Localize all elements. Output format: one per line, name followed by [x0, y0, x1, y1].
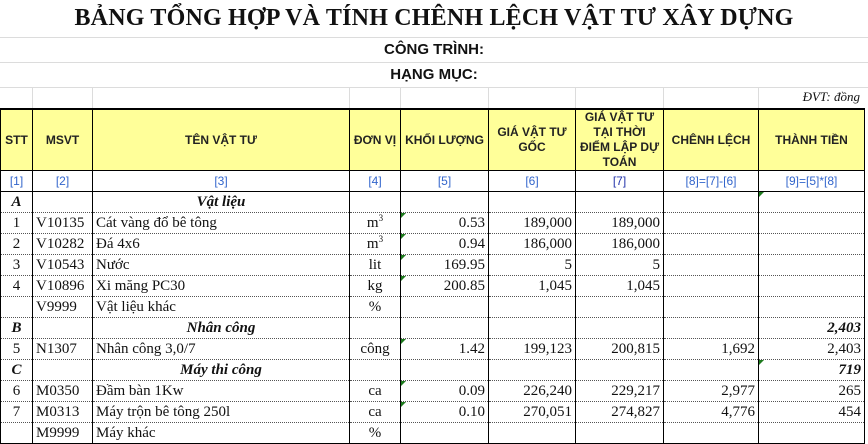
header-stt[interactable]: STT — [1, 109, 33, 171]
unit-text: kg — [367, 278, 383, 294]
stt-cell[interactable]: 3 — [1, 255, 33, 276]
unit-text: ca — [368, 404, 382, 420]
unit-cell[interactable] — [350, 255, 401, 276]
msvt-cell[interactable]: V10282 — [33, 234, 93, 255]
msvt-cell[interactable]: V9999 — [33, 297, 93, 318]
quantity-cell[interactable] — [401, 297, 489, 318]
index-cell[interactable]: [8]=[7]-[6] — [664, 171, 759, 192]
msvt-cell[interactable]: V10896 — [33, 276, 93, 297]
name-cell[interactable]: Nhân công 3,0/7 — [93, 339, 350, 360]
amount-cell[interactable] — [759, 276, 865, 297]
base-price-cell[interactable]: 1,045 — [489, 276, 576, 297]
group-total[interactable] — [759, 192, 865, 213]
amount-cell[interactable] — [759, 234, 865, 255]
unit-text: % — [368, 425, 382, 441]
current-price-cell[interactable]: 274,827 — [576, 402, 664, 423]
name-cell[interactable]: Đầm bàn 1Kw — [93, 381, 350, 402]
stt-cell[interactable]: 2 — [1, 234, 33, 255]
name-cell[interactable]: Cát vàng đổ bê tông — [93, 213, 350, 234]
amount-cell[interactable] — [759, 255, 865, 276]
group-total[interactable]: 2,403 — [759, 318, 865, 339]
unit-sup: 3 — [378, 213, 384, 223]
group-name[interactable]: Vật liệu — [93, 192, 350, 213]
current-price-cell[interactable]: 189,000 — [576, 213, 664, 234]
group-name[interactable]: Máy thi công — [93, 360, 350, 381]
cell[interactable] — [401, 192, 489, 213]
current-price-cell[interactable]: 5 — [576, 255, 664, 276]
cell[interactable] — [350, 318, 401, 339]
unit-cell[interactable] — [350, 297, 401, 318]
difference-cell[interactable] — [664, 423, 759, 444]
group-code[interactable]: C — [1, 360, 33, 381]
group-code[interactable]: A — [1, 192, 33, 213]
materials-table — [0, 108, 865, 444]
cell[interactable] — [33, 192, 93, 213]
base-price-cell[interactable] — [489, 297, 576, 318]
name-cell[interactable]: Máy trộn bê tông 250l — [93, 402, 350, 423]
amount-cell[interactable]: 454 — [759, 402, 865, 423]
unit-sup: 3 — [378, 234, 384, 244]
stt-cell[interactable]: 1 — [1, 213, 33, 234]
stt-cell[interactable]: 7 — [1, 402, 33, 423]
stt-cell[interactable]: 5 — [1, 339, 33, 360]
group-row-b — [1, 318, 865, 339]
table-row — [1, 297, 865, 318]
header-khoiluong[interactable]: KHỐI LƯỢNG — [401, 109, 489, 171]
header-ten[interactable]: TÊN VẬT TƯ — [93, 109, 350, 171]
base-price-cell[interactable]: 186,000 — [489, 234, 576, 255]
unit-text: công — [360, 341, 390, 357]
stt-cell[interactable]: 4 — [1, 276, 33, 297]
unit-text: ca — [368, 383, 382, 399]
difference-cell[interactable]: 1,692 — [664, 339, 759, 360]
amount-cell[interactable] — [759, 297, 865, 318]
header-msvt[interactable]: MSVT — [33, 109, 93, 171]
unit-cell[interactable] — [350, 213, 401, 234]
group-row-a — [1, 192, 865, 213]
table-row — [1, 213, 865, 234]
cell[interactable] — [664, 192, 759, 213]
current-price-cell[interactable]: 186,000 — [576, 234, 664, 255]
group-code[interactable]: B — [1, 318, 33, 339]
current-price-cell[interactable] — [576, 423, 664, 444]
cell[interactable] — [350, 192, 401, 213]
cell[interactable] — [350, 360, 401, 381]
name-cell[interactable]: Đá 4x6 — [93, 234, 350, 255]
cell[interactable] — [33, 360, 93, 381]
quantity-cell[interactable]: 0.09 — [401, 381, 489, 402]
quantity-cell[interactable] — [401, 423, 489, 444]
difference-cell[interactable] — [664, 276, 759, 297]
index-cell[interactable]: [2] — [33, 171, 93, 192]
name-cell[interactable]: Máy khác — [93, 423, 350, 444]
sheet-title[interactable]: BẢNG TỔNG HỢP VÀ TÍNH CHÊNH LỆCH VẬT TƯ XÂY DỰNG — [0, 0, 868, 38]
quantity-cell[interactable]: 169.95 — [401, 255, 489, 276]
unit-text: lit — [368, 257, 382, 273]
difference-cell[interactable] — [664, 213, 759, 234]
stt-cell[interactable]: 6 — [1, 381, 33, 402]
index-cell[interactable]: [5] — [401, 171, 489, 192]
amount-cell[interactable]: 2,403 — [759, 339, 865, 360]
unit-cell[interactable] — [350, 339, 401, 360]
header-row — [1, 109, 865, 171]
header-gialdt[interactable]: GIÁ VẬT TƯ TẠI THỜI ĐIỂM LẬP DỰ TOÁN — [576, 109, 664, 171]
header-giagoc[interactable]: GIÁ VẬT TƯ GỐC — [489, 109, 576, 171]
current-price-cell[interactable]: 229,217 — [576, 381, 664, 402]
msvt-cell[interactable]: M0350 — [33, 381, 93, 402]
msvt-cell[interactable]: V10135 — [33, 213, 93, 234]
unit-text: m — [366, 236, 379, 252]
index-cell[interactable]: [9]=[5]*[8] — [759, 171, 865, 192]
unit-cell[interactable] — [350, 234, 401, 255]
quantity-cell[interactable]: 0.10 — [401, 402, 489, 423]
index-row — [1, 171, 865, 192]
unit-note[interactable]: ĐVT: đồng — [802, 89, 860, 104]
current-price-cell[interactable] — [576, 297, 664, 318]
group-row-c — [1, 360, 865, 381]
header-donvi[interactable]: ĐƠN VỊ — [350, 109, 401, 171]
name-cell[interactable]: Xi măng PC30 — [93, 276, 350, 297]
index-cell[interactable]: [4] — [350, 171, 401, 192]
cell[interactable] — [489, 360, 576, 381]
difference-cell[interactable] — [664, 297, 759, 318]
msvt-cell[interactable]: V10543 — [33, 255, 93, 276]
amount-cell[interactable] — [759, 423, 865, 444]
cell[interactable] — [401, 360, 489, 381]
cell[interactable] — [489, 318, 576, 339]
unit-text: % — [368, 299, 382, 315]
difference-cell[interactable] — [664, 255, 759, 276]
header-thanhtien[interactable]: THÀNH TIỀN — [759, 109, 865, 171]
unit-cell[interactable] — [350, 423, 401, 444]
amount-cell[interactable] — [759, 213, 865, 234]
name-cell[interactable]: Nước — [93, 255, 350, 276]
base-price-cell[interactable]: 189,000 — [489, 213, 576, 234]
header-chenhlech[interactable]: CHÊNH LỆCH — [664, 109, 759, 171]
msvt-cell[interactable]: M9999 — [33, 423, 93, 444]
cell[interactable] — [576, 318, 664, 339]
group-total[interactable]: 719 — [759, 360, 865, 381]
msvt-cell[interactable]: N1307 — [33, 339, 93, 360]
quantity-cell[interactable]: 200.85 — [401, 276, 489, 297]
index-cell[interactable]: [7] — [576, 171, 664, 192]
cell[interactable] — [664, 318, 759, 339]
cell[interactable] — [664, 360, 759, 381]
current-price-cell[interactable]: 200,815 — [576, 339, 664, 360]
table-row — [1, 255, 865, 276]
quantity-cell[interactable]: 1.42 — [401, 339, 489, 360]
stt-cell[interactable] — [1, 423, 33, 444]
base-price-cell[interactable]: 226,240 — [489, 381, 576, 402]
item-label[interactable]: HẠNG MỤC: — [0, 62, 868, 88]
index-cell[interactable]: [1] — [1, 171, 33, 192]
base-price-cell[interactable]: 199,123 — [489, 339, 576, 360]
quantity-cell[interactable]: 0.94 — [401, 234, 489, 255]
table-row — [1, 276, 865, 297]
name-cell[interactable]: Vật liệu khác — [93, 297, 350, 318]
unit-cell[interactable] — [350, 402, 401, 423]
group-name[interactable]: Nhân công — [93, 318, 350, 339]
difference-cell[interactable]: 2,977 — [664, 381, 759, 402]
stt-cell[interactable] — [1, 297, 33, 318]
base-price-cell[interactable] — [489, 423, 576, 444]
table-row — [1, 402, 865, 423]
table-row — [1, 234, 865, 255]
table-row — [1, 339, 865, 360]
cell[interactable] — [33, 318, 93, 339]
base-price-cell[interactable]: 5 — [489, 255, 576, 276]
index-cell[interactable]: [6] — [489, 171, 576, 192]
difference-cell[interactable] — [664, 234, 759, 255]
cell[interactable] — [576, 192, 664, 213]
unit-text: m — [366, 215, 379, 231]
cell[interactable] — [576, 360, 664, 381]
difference-cell[interactable]: 4,776 — [664, 402, 759, 423]
msvt-cell[interactable]: M0313 — [33, 402, 93, 423]
cell[interactable] — [401, 318, 489, 339]
base-price-cell[interactable]: 270,051 — [489, 402, 576, 423]
table-row — [1, 423, 865, 444]
project-label[interactable]: CÔNG TRÌNH: — [0, 37, 868, 63]
cell[interactable] — [489, 192, 576, 213]
index-cell[interactable]: [3] — [93, 171, 350, 192]
unit-row — [0, 87, 868, 108]
unit-cell[interactable] — [350, 276, 401, 297]
unit-cell[interactable] — [350, 381, 401, 402]
quantity-cell[interactable]: 0.53 — [401, 213, 489, 234]
current-price-cell[interactable]: 1,045 — [576, 276, 664, 297]
amount-cell[interactable]: 265 — [759, 381, 865, 402]
table-row — [1, 381, 865, 402]
